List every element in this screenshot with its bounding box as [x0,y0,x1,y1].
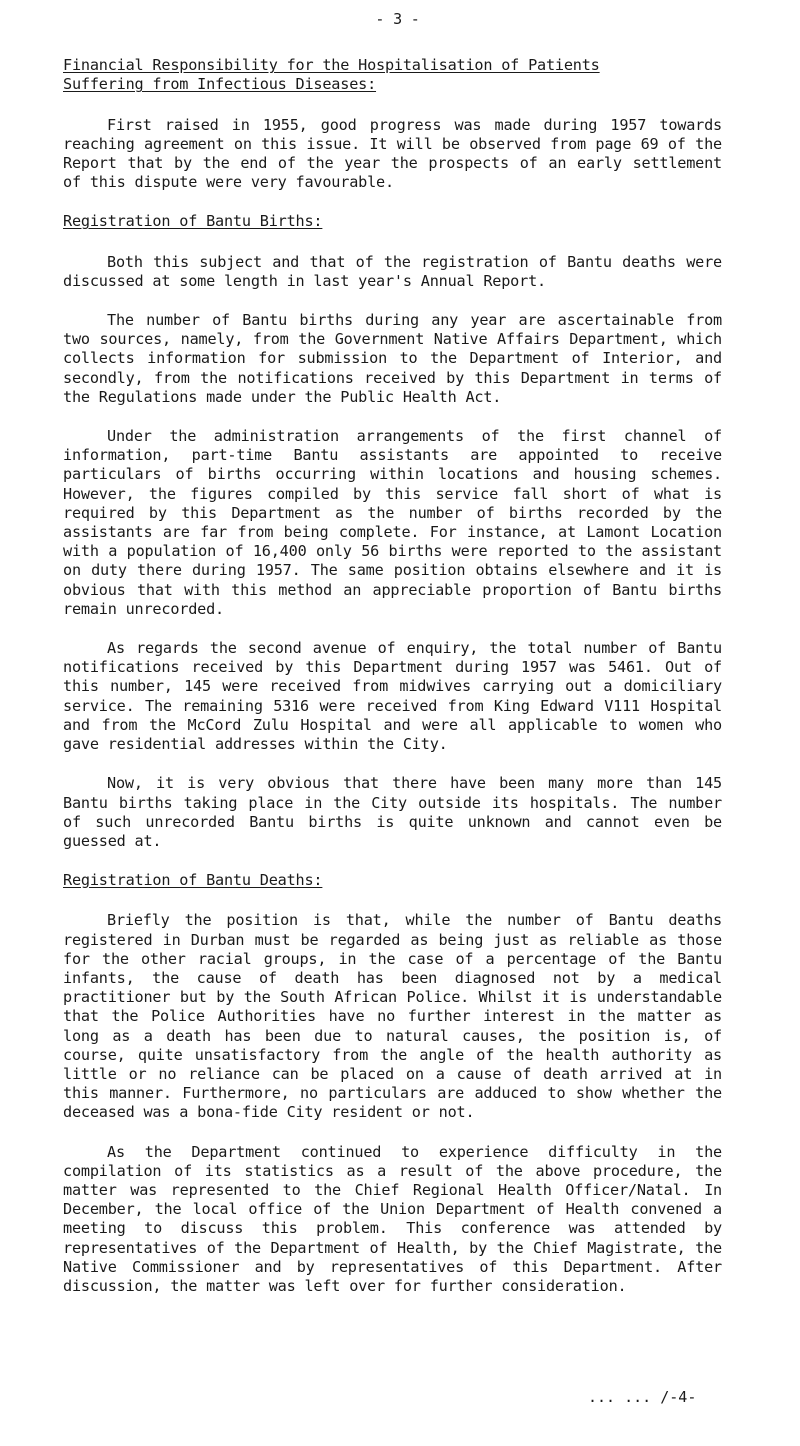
paragraph: Both this subject and that of the registration of Bantu deaths were discussed at some length in last year's Annual Report. [63,252,722,290]
section-heading [63,871,722,890]
heading-line: Suffering from Infectious Diseases: [63,75,377,94]
section-heading [63,56,722,94]
heading-line: Financial Responsibility for the Hospitalisation of Patients [63,56,600,75]
paragraph: As regards the second avenue of enquiry, the total number of Bantu notifications received by this Department during 1957 was 5461. Out of this number, 145 were received from midwives carrying out a domiciliary service. The remaining 5316 were received from King Edward V111 Hospital and from the McCord Zulu Hospital and were all applicable to women who gave residential addresses within the City. [63,639,722,754]
section-registration-of-deaths [63,871,722,1296]
heading-line: Registration of Bantu Births: [63,212,323,231]
continuation-marker: ... ... /-4- [588,1388,697,1406]
section-financial-responsibility [63,56,722,192]
heading-line: Registration of Bantu Deaths: [63,871,323,890]
page-number: - 3 - [375,10,420,28]
section-heading [63,212,722,231]
paragraph: Briefly the position is that, while the number of Bantu deaths registered in Durban must be regarded as being just as reliable as those for the other racial groups, in the case of a percentage of the Bantu infants, the cause of death has been diagnosed not by a medical practitioner but by the South African Police. Whilst it is understandable that the Police Authorities have no further interest in the matter as long as a death has been due to natural causes, the position is, of course, quite unsatisfactory from the angle of the health authority as little or no reliance can be placed on a cause of death arrived at in this manner. Furthermore, no particulars are adduced to show whether the deceased was a bona-fide City resident or not. [63,911,722,1122]
paragraph: Now, it is very obvious that there have been many more than 145 Bantu births taking place in the City outside its hospitals. The number of such unrecorded Bantu births is quite unknown and cannot even be guessed at. [63,774,722,850]
paragraph: The number of Bantu births during any year are ascertainable from two sources, namely, from the Government Native Affairs Department, which collects information for submission to the Department of Interior, and secondly, from the notifications received by this Department in terms of the Regulations made under the Public Health Act. [63,311,722,406]
paragraph: As the Department continued to experience difficulty in the compilation of its statistics as a result of the above procedure, the matter was represented to the Chief Regional Health Officer/Natal. In December, the local office of the Union Department of Health convened a meeting to discuss this problem. This conference was attended by representatives of the Department of Health, by the Chief Magistrate, the Native Commissioner and by representatives of this Department. After discussion, the matter was left over for further consideration. [63,1142,722,1295]
paragraph: First raised in 1955, good progress was made during 1957 towards reaching agreement on this issue. It will be observed from page 69 of the Report that by the end of the year the prospects of an early settlement of this dispute were very favourable. [63,115,722,192]
paragraph: Under the administration arrangements of the first channel of information, part-time Bantu assistants are appointed to receive particulars of births occurring within locations and housing schemes. However, the figures compiled by this service fall short of what is required by this Department as the number of births recorded by the assistants are far from being complete. For instance, at Lamont Location with a population of 16,400 only 56 births were reported to the assistant on duty there during 1957. The same position obtains elsewhere and it is obvious that with this method an appreciable proportion of Bantu births remain unrecorded. [63,427,722,618]
section-registration-of-births [63,212,722,851]
